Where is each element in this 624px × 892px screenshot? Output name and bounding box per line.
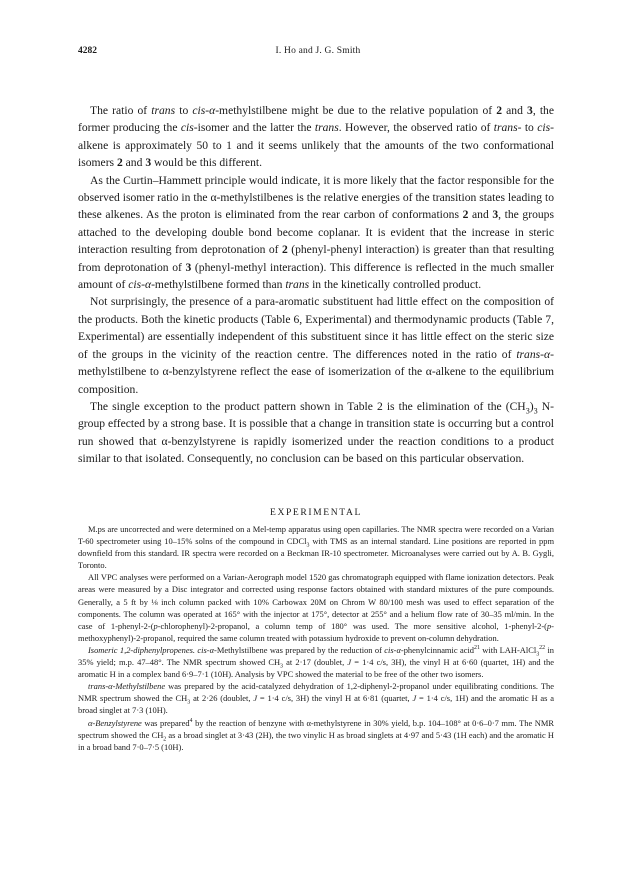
experimental-paragraph-3: Isomeric 1,2-diphenylpropenes. cis-α-Methylstilbene was prepared by the reduction of cis-α-phenylcinnamic acid$^{21}$ with LAH-AlCl$_3^{22}$ in 35% yield; m.p. 47–48°. The NMR spectrum showed $CH_3$ at 2·17 (doublet, J = 1·4 c/s, 3H), the vinyl H at 6·60 (quartet, 1H) and the aromatic H in a complex band 6·9–7·1 (10H). Analysis by VPC showed the material to be free of the other two isomers. bbox=[78, 644, 555, 680]
experimental-paragraph-4: trans-α-Methylstilbene was prepared by the acid-catalyzed dehydration of 1,2-diphenyl-2-propanol under equilibrating conditions. The NMR spectrum showed the $CH_3$ at 2·26 (doublet, J = 1·4 c/s, 3H) the vinyl H at 6·81 (quartet, J = 1·4 c/s, 1H) and the aromatic H as a broad singlet at 7·3 (10H). bbox=[78, 681, 554, 716]
experimental-paragraph-5: α-Benzylstyrene was prepared$^4$ by the reaction of benzyne with α-methylstyrene in 30% yield, b.p. 104–108° at 0·6–0·7 mm. The NMR spectrum showed the $CH_2$ as a broad singlet at 3·43 (2H), the two vinylic H as broad singlets at 4·97 and 5·43 (1H each) and the aromatic H in a broad band 7·0–7·5 (10H). bbox=[78, 717, 554, 752]
page-number: 4282 bbox=[78, 46, 97, 56]
paragraph-2: As the Curtin–Hammett principle would indicate, it is more likely that the factor responsible for the observed isomer ratio in the α-methylstilbenes is the relative energies of the transition states leading to these alkenes. As the proton is eliminated from the rear carbon of conformations 2 and 3, the groups attached to the developing double bond become coplanar. It is evident that the increase in steric interaction resulting from deprotonation of 2 (phenyl-phenyl interaction) is greater than that resulting from deprotonation of 3 (phenyl-methyl interaction). This difference is reflected in the much smaller amount of cis-α-methylstilbene formed than trans in the kinetically controlled product. bbox=[78, 173, 554, 292]
experimental-heading: EXPERIMENTAL bbox=[270, 507, 362, 518]
body-text bbox=[78, 102, 554, 468]
paragraph-1: The ratio of trans to cis-α-methylstilbene might be due to the relative population of 2 and 3, the former producing the cis-isomer and the latter the trans. However, the observed ratio of trans- to cis-alkene is approximately 50 to 1 and it seems unlikely that the amounts of the two conformational isomers 2 and 3 would be this different. bbox=[78, 104, 554, 170]
paragraph-3: Not surprisingly, the presence of a para-aromatic substituent had little effect on the composition of the products. Both the kinetic products (Table 6, Experimental) and thermodynamic products (Table 7, Experimental) are essentially independent of this substituent since it has little effect on the steric size of the groups in the vicinity of the reaction centre. The differences noted in the ratio of trans-α-methylstilbene to α-benzylstyrene reflect the ease of isomerization of the α-alkene to the equilibrium composition. bbox=[78, 295, 554, 396]
running-head bbox=[78, 44, 558, 58]
experimental-paragraph-2: All VPC analyses were performed on a Varian-Aerograph model 1520 gas chromatograph equipped with flame ionization detectors. Peak areas were measured by a Disc integrator and corrected using response factors obtained with standard mixtures of the pure compounds. Generally, a 5 ft by ⅛ inch column packed with 10% Carbowax 20M on Chrom W 80/100 mesh was used to effect separation of the components. The column was operated at 165° with the injector at 175°, detector at 255° and a helium flow rate of 30–35 ml/min. In the case of 1-phenyl-2-(p-chlorophenyl)-2-propanol, a column temp of 180° was used. The more sensitive alcohol, 1-phenyl-2-(p-methoxyphenyl)-2-propanol, required the same column treated with potassium hydroxide to prevent on-column dehydration. bbox=[78, 572, 554, 643]
experimental-paragraph-1: M.ps are uncorrected and were determined on a Mel-temp apparatus using open capillaries. The NMR spectra were recorded on a Varian T-60 spectrometer using 10–15% solns of the compound in CDCl$_3$ with TMS as an internal standard. Line positions are reported in ppm downfield from this standard. IR spectra were recorded on a Beckman IR-10 spectrometer. Microanalyses were carried out by A. B. Gygli, Toronto. bbox=[78, 524, 555, 571]
paragraph-4: The single exception to the product pattern shown in Table 2 is the elimination of the $(CH_3)_3$ N-group effected by a strong base. It is possible that a change in transition state is occurring but a control run showed that α-benzylstyrene is rapidly isomerized under the reaction conditions to a product similar to that isolated. Consequently, no conclusion can be based on this particular observation. bbox=[78, 399, 554, 466]
running-title: I. Ho and J. G. Smith bbox=[275, 46, 361, 56]
experimental-text bbox=[78, 523, 554, 753]
